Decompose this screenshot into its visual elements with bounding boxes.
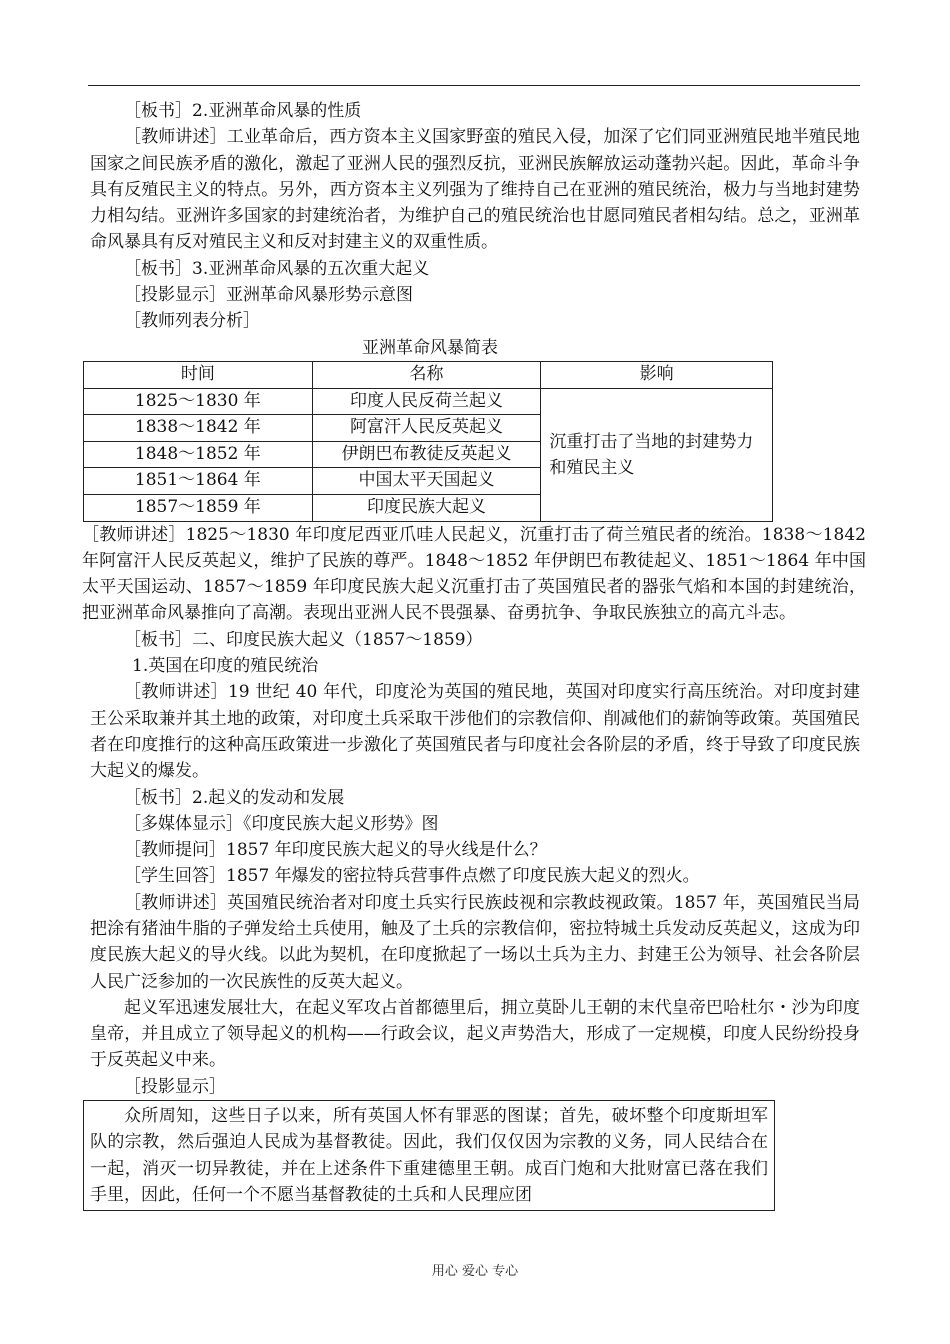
cell-time: 1851～1864 年 [84,468,313,495]
subheading-colonial-rule: 1.英国在印度的殖民统治 [132,656,319,677]
board-heading-indian-rebellion: ［板书］二、印度民族大起义（1857～1859） [124,629,483,650]
cell-time: 1857～1859 年 [84,494,313,521]
header-time: 时间 [84,361,313,388]
board-heading-five-uprisings: ［板书］3.亚洲革命风暴的五次重大起义 [124,258,430,279]
cell-time: 1848～1852 年 [84,441,313,468]
teacher-narration-nature: ［教师讲述］工业革命后，西方资本主义国家野蛮的殖民入侵，加深了它们同亚洲殖民地半殖民地国家之间民族矛盾的激化，激起了亚洲人民的强烈反抗，亚洲民族解放运动蓬勃兴起。因此，革命斗争具有反殖民主义的特点。另外，西方资本主义列强为了维持自己在亚洲的殖民统治，极力与当地封建势力相勾结。亚洲许多国家的封建统治者，为维护自己的殖民统治也甘愿同殖民者相勾结。总之，亚洲革命风暴具有反对殖民主义和反对封建主义的双重性质。 [90,127,860,253]
multimedia-note: ［多媒体显示］《印度民族大起义形势》图 [124,813,439,834]
teacher-question: ［教师提问］1857 年印度民族大起义的导火线是什么？ [124,840,547,861]
board-heading-launch: ［板书］2.起义的发动和发展 [124,787,345,808]
student-answer: ［学生回答］1857 年爆发的密拉特兵营事件点燃了印度民族大起义的烈火。 [124,866,700,887]
document-body [82,98,866,1211]
table-row [84,388,773,415]
projection-note-quote: ［投影显示］ [124,1076,226,1097]
page-footer: 用心 爱心 专心 [431,1264,519,1279]
teacher-narration-five-uprisings: ［教师讲述］1825～1830 年印度尼西亚爪哇人民起义，沉重打击了荷兰殖民者的统治。1838～1842 年阿富汗人民反英起义，维护了民族的尊严。1848～1852 年伊朗巴布教徒起义、1851～1864 年中国太平天国运动、1857～1859 年印度民族大起义沉重打击了英国殖民者的器张气焰和本国的封建统治，把亚洲革命风暴推向了高潮。表现出亚洲人民不畏强暴、奋勇抗争、争取民族独立的高亢斗志。 [82,524,866,624]
cell-time: 1825～1830 年 [84,388,313,415]
teacher-table-analysis: ［教师列表分析］ [124,311,260,332]
cell-time: 1838～1842 年 [84,415,313,442]
cell-name: 阿富汗人民反英起义 [312,415,541,442]
table-header-row [84,361,773,388]
cell-name: 印度民族大起义 [312,494,541,521]
uprisings-table [83,361,773,522]
narration-expansion: 起义军迅速发展壮大，在起义军攻占首都德里后，拥立莫卧儿王朝的末代皇帝巴哈杜尔・沙为印度皇帝，并且成立了领导起义的机构——行政会议，起义声势浩大，形成了一定规模，印度人民纷纷投身于反英起义中来。 [90,997,860,1071]
header-rule [88,85,860,86]
teacher-narration-fuse: ［教师讲述］英国殖民统治者对印度土兵实行民族歧视和宗教歧视政策。1857 年，英国殖民当局把涂有猪油牛脂的子弹发给土兵使用，触及了土兵的宗教信仰，密拉特城土兵发动反英起义，这成为印度民族大起义的导火线。以此为契机，在印度掀起了一场以土兵为主力、封建王公为领导、社会各阶层人民广泛参加的一次民族性的反英大起义。 [90,892,860,992]
teacher-narration-colonial-rule: ［教师讲述］19 世纪 40 年代，印度沦为英国的殖民地，英国对印度实行高压统治。对印度封建王公采取兼并其土地的政策，对印度土兵采取干涉他们的宗教信仰、削减他们的薪饷等政策。英国殖民者在印度推行的这种高压政策进一步激化了英国殖民者与印度社会各阶层的矛盾，终于导致了印度民族大起义的爆发。 [90,682,860,782]
board-heading-nature: ［板书］2.亚洲革命风暴的性质 [124,101,362,121]
table-caption: 亚洲革命风暴简表 [362,337,498,358]
cell-name: 伊朗巴布教徒反英起义 [312,441,541,468]
cell-influence: 沉重打击了当地的封建势力和殖民主义 [541,388,773,521]
header-influence: 影响 [541,361,773,388]
cell-name: 印度人民反荷兰起义 [312,388,541,415]
quote-box [83,1100,775,1211]
header-name: 名称 [312,361,541,388]
cell-name: 中国太平天国起义 [312,468,541,495]
quote-text: 众所周知，这些日子以来，所有英国人怀有罪恶的图谋；首先，破坏整个印度斯坦军队的宗教，然后强迫人民成为基督教徒。因此，我们仅仅因为宗教的义务，同人民结合在一起，消灭一切异教徒，并在上述条件下重建德里王朝。成百门炮和大批财富已落在我们手里，因此，任何一个不愿当基督教徒的土兵和人民理应团 [90,1106,768,1205]
projection-note-map: ［投影显示］亚洲革命风暴形势示意图 [124,285,413,306]
